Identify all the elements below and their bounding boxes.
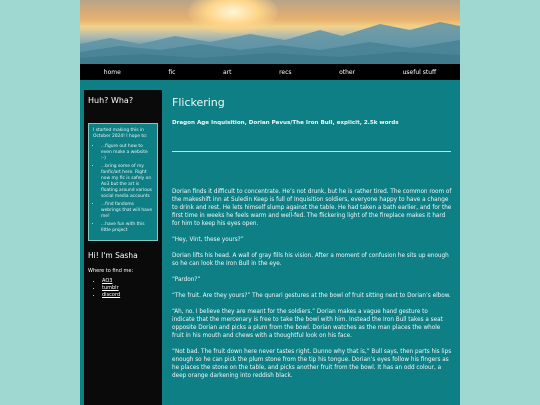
story-paragraph: Dorian lifts his head. A wall of gray fills his vision. After a moment of confusion he sits up enough so he can look the Iron Bull in the eye.	[172, 253, 449, 267]
story-paragraph: “Ah, no. I believe they are meant for the soldiers.” Dorian makes a vague hand gesture to indicate that the mercenary is free to take the bowl with him. Instead the Iron Bull takes a seat opposite Dorian and picks a plum from the bowl. Dorian watches as the man places the whole fruit in his mouth and chews with a thoughtful look on his face.	[172, 309, 443, 339]
where-label: Where to find me:	[88, 268, 134, 274]
header-banner-image	[80, 0, 460, 64]
social-links	[84, 278, 162, 299]
link-item-discord	[102, 292, 162, 299]
story-paragraph: “Not bad. The fruit down here never tastes right. Dunno why that is,” Bull says, then parts his lips enough so he can pick the plum stone from the tip his tongue. Dorian’s eyes follow his fingers as he places the stone on the table, and picks another fruit from the bowl. It has an odd colour, a deep orange darkening into reddish black.	[172, 349, 452, 379]
nav-home[interactable]: home	[103, 68, 121, 76]
nav-recs[interactable]: recs	[279, 68, 292, 76]
main-nav	[80, 64, 460, 80]
greeting-heading: Hi! I'm Sasha	[88, 251, 138, 260]
nav-other[interactable]: other	[339, 68, 356, 76]
goal-item: • ...have fun with this little project	[101, 222, 153, 234]
main-content	[172, 90, 452, 405]
link-item-ao3	[102, 278, 162, 285]
intro-box	[88, 123, 158, 241]
nav-art[interactable]: art	[223, 68, 232, 76]
tumblr-link[interactable]: tumblr	[102, 285, 119, 291]
page-frame	[80, 0, 460, 405]
link-item-tumblr	[102, 285, 162, 292]
goal-item: • ...bring some of my fanfic/art here. Right now my fic is safely on Ao3 but the art is floating around various social media accounts	[101, 164, 153, 200]
ao3-link[interactable]: AO3	[102, 278, 113, 284]
goals-list	[93, 144, 153, 234]
goal-item: • ...find fandoms webrings that will have me!	[101, 202, 153, 220]
story-paragraph: “Hey, Vint, these yours?”	[172, 237, 244, 243]
nav-fic[interactable]: fic	[168, 68, 176, 76]
story-meta: Dragon Age Inquisition, Dorian Pavus/The Iron Bull, explicit, 2.5k words	[172, 120, 399, 126]
story-paragraph: “Pardon?”	[172, 277, 201, 283]
discord-link[interactable]: discord	[102, 292, 121, 298]
story-body	[172, 188, 452, 380]
sidebar-title: Huh? Wha?	[88, 96, 134, 105]
story-title: Flickering	[172, 96, 225, 109]
goal-item: • ...figure out how to even make a website :-)	[101, 144, 153, 162]
divider	[172, 151, 451, 152]
mountain-silhouette	[80, 0, 460, 64]
story-paragraph: “The fruit. Are they yours?” The qunari gestures at the bowl of fruit sitting next to Dorian’s elbow.	[172, 293, 451, 299]
intro-text: I started making this in October 2024! I hope to:	[93, 128, 148, 139]
nav-useful-stuff[interactable]: useful stuff	[402, 68, 437, 76]
sidebar	[84, 90, 162, 405]
story-paragraph: Dorian finds it difficult to concentrate. He’s not drunk, but he is rather tired. The common room of the makeshift inn at Suledin Keep is full of Inquisition soldiers, everyone happy to have a change to drink and rest. He lets himself slump against the table. He had taken a bath earlier, and for the first time in weeks he feels warm and well-fed. The flickering light of the fireplace makes it hard for him to keep his eyes open.	[172, 189, 452, 227]
